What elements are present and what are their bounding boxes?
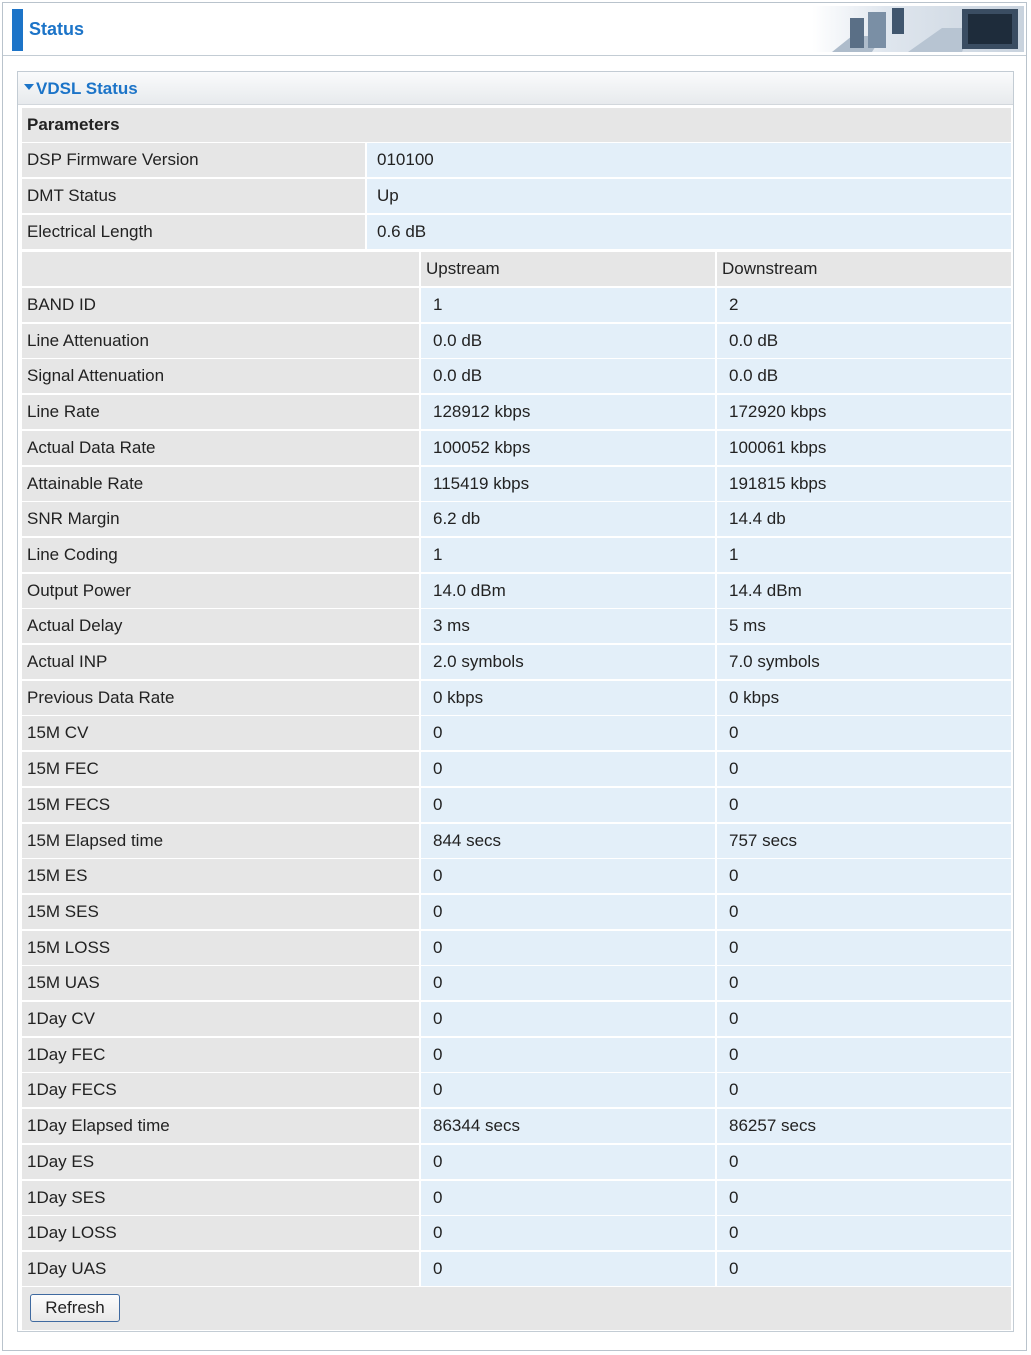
parameter-row [22,143,1011,177]
stat-row [22,431,1011,465]
page-title: Status [29,19,85,39]
upstream-value: 0 [421,1038,715,1072]
stat-row [22,931,1011,965]
stat-row [22,1073,1011,1107]
downstream-value: 0.0 dB [717,324,1011,358]
stat-row [22,1145,1011,1179]
parameter-row [22,215,1011,249]
upstream-value: 0.0 dB [421,359,715,393]
stat-row [22,1181,1011,1215]
upstream-value: 0 [421,895,715,929]
stat-row [22,788,1011,822]
title-bar [3,3,1026,56]
stat-row [22,609,1011,643]
parameter-label: DSP Firmware Version [22,143,365,177]
stat-row [22,359,1011,393]
downstream-value: 7.0 symbols [717,645,1011,679]
downstream-value: 0 [717,895,1011,929]
stat-row [22,752,1011,786]
downstream-value: 172920 kbps [717,395,1011,429]
parameter-row [22,179,1011,213]
stats-header-row [22,252,1011,286]
stat-row [22,324,1011,358]
parameter-value: 010100 [367,143,1011,177]
stat-label: Actual Delay [22,609,419,643]
stat-row [22,538,1011,572]
stat-label: 15M ES [22,859,419,893]
caret-down-icon[interactable] [24,84,34,90]
downstream-value: 0 kbps [717,681,1011,715]
stat-label: BAND ID [22,288,419,322]
downstream-value: 0 [717,966,1011,1000]
stat-label: 1Day ES [22,1145,419,1179]
column-header-downstream: Downstream [717,252,1011,286]
stat-label: Line Rate [22,395,419,429]
downstream-value: 191815 kbps [717,467,1011,501]
downstream-value: 86257 secs [717,1109,1011,1143]
downstream-value: 0 [717,859,1011,893]
downstream-value: 1 [717,538,1011,572]
parameters-heading-row [22,108,1011,142]
stat-label: Signal Attenuation [22,359,419,393]
parameter-value: Up [367,179,1011,213]
upstream-value: 0 [421,1216,715,1250]
upstream-value: 844 secs [421,824,715,858]
stat-row [22,966,1011,1000]
downstream-value: 14.4 db [717,502,1011,536]
stat-label: Actual INP [22,645,419,679]
stat-row [22,859,1011,893]
stat-row [22,1038,1011,1072]
panel-header[interactable] [18,72,1013,105]
stat-row [22,824,1011,858]
stat-row [22,716,1011,750]
downstream-value: 0 [717,1216,1011,1250]
stat-row [22,895,1011,929]
upstream-value: 115419 kbps [421,467,715,501]
downstream-value: 0 [717,752,1011,786]
vdsl-status-panel [17,71,1014,1332]
upstream-value: 0 [421,788,715,822]
upstream-value: 0 [421,1002,715,1036]
upstream-value: 0 [421,931,715,965]
stat-label: 1Day FEC [22,1038,419,1072]
stat-row [22,1216,1011,1250]
actions-bar [22,1287,1011,1330]
upstream-value: 86344 secs [421,1109,715,1143]
upstream-value: 128912 kbps [421,395,715,429]
downstream-value: 0 [717,1073,1011,1107]
stat-row [22,467,1011,501]
upstream-value: 0.0 dB [421,324,715,358]
downstream-value: 0 [717,1145,1011,1179]
upstream-value: 3 ms [421,609,715,643]
stat-label: Output Power [22,574,419,608]
upstream-value: 0 [421,716,715,750]
parameter-value: 0.6 dB [367,215,1011,249]
stat-row [22,681,1011,715]
stat-label: 15M UAS [22,966,419,1000]
title-accent-bar [12,9,23,51]
stat-row [22,1252,1011,1286]
upstream-value: 0 [421,1073,715,1107]
stat-row [22,645,1011,679]
downstream-value: 757 secs [717,824,1011,858]
stat-label: Actual Data Rate [22,431,419,465]
downstream-value: 0 [717,716,1011,750]
downstream-value: 0 [717,931,1011,965]
upstream-value: 0 [421,1145,715,1179]
stat-row [22,502,1011,536]
stat-row [22,574,1011,608]
upstream-value: 1 [421,538,715,572]
upstream-value: 0 [421,966,715,1000]
stat-label: Line Attenuation [22,324,419,358]
stat-label: 15M CV [22,716,419,750]
stat-row [22,395,1011,429]
parameters-heading: Parameters [22,108,1011,142]
stat-label: 1Day UAS [22,1252,419,1286]
stat-row [22,1002,1011,1036]
upstream-value: 1 [421,288,715,322]
downstream-value: 0.0 dB [717,359,1011,393]
stat-label: 15M FECS [22,788,419,822]
downstream-value: 0 [717,1038,1011,1072]
office-chairs-banner-icon [812,6,1024,52]
upstream-value: 0 [421,1181,715,1215]
upstream-value: 100052 kbps [421,431,715,465]
stat-row [22,1109,1011,1143]
upstream-value: 0 [421,752,715,786]
column-header-upstream: Upstream [421,252,715,286]
upstream-value: 0 [421,1252,715,1286]
stat-label: Line Coding [22,538,419,572]
parameter-label: DMT Status [22,179,365,213]
parameter-label: Electrical Length [22,215,365,249]
upstream-value: 2.0 symbols [421,645,715,679]
refresh-button[interactable]: Refresh [30,1294,120,1322]
upstream-value: 14.0 dBm [421,574,715,608]
downstream-value: 5 ms [717,609,1011,643]
stat-label: 1Day Elapsed time [22,1109,419,1143]
panel-title: VDSL Status [36,79,138,98]
stat-label: 15M SES [22,895,419,929]
stat-row [22,288,1011,322]
status-page [2,2,1027,1351]
stat-label: 1Day CV [22,1002,419,1036]
stat-label: 1Day LOSS [22,1216,419,1250]
stat-label: 15M LOSS [22,931,419,965]
upstream-value: 6.2 db [421,502,715,536]
stat-label: 1Day FECS [22,1073,419,1107]
stat-label: 15M Elapsed time [22,824,419,858]
stat-label: 15M FEC [22,752,419,786]
upstream-value: 0 kbps [421,681,715,715]
downstream-value: 100061 kbps [717,431,1011,465]
downstream-value: 0 [717,1002,1011,1036]
downstream-value: 2 [717,288,1011,322]
downstream-value: 0 [717,788,1011,822]
stats-header-label [22,252,419,286]
downstream-value: 0 [717,1181,1011,1215]
stat-label: 1Day SES [22,1181,419,1215]
upstream-value: 0 [421,859,715,893]
stat-label: SNR Margin [22,502,419,536]
downstream-value: 14.4 dBm [717,574,1011,608]
downstream-value: 0 [717,1252,1011,1286]
stat-label: Previous Data Rate [22,681,419,715]
stat-label: Attainable Rate [22,467,419,501]
